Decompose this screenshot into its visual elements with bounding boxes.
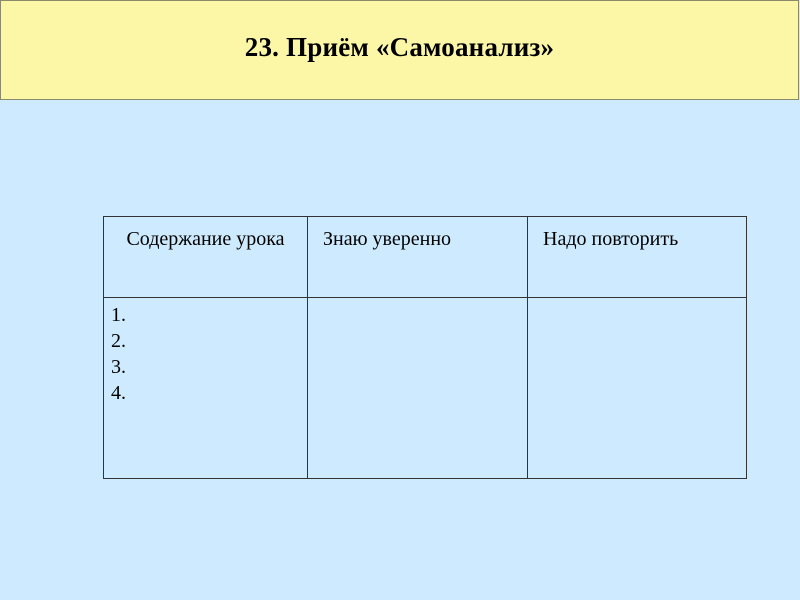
list-item: 4.: [111, 382, 126, 404]
header-know-confidently: Знаю уверенно: [308, 217, 528, 298]
header-need-review: Надо повторить: [528, 217, 747, 298]
need-review-cell: [528, 298, 747, 479]
lesson-content-cell: [104, 298, 308, 479]
slide-title: 23. Приём «Самоанализ»: [244, 31, 555, 62]
self-analysis-table: [103, 216, 747, 479]
table-header-row: [104, 217, 747, 298]
know-confidently-cell: [308, 298, 528, 479]
list-item: 3.: [111, 356, 126, 378]
header-lesson-content: Содержание урока: [104, 217, 308, 298]
numbered-list: [104, 298, 307, 406]
list-item: 2.: [111, 330, 126, 352]
title-banner: [0, 0, 799, 100]
list-item: 1.: [111, 304, 126, 326]
table-row: [104, 298, 747, 479]
